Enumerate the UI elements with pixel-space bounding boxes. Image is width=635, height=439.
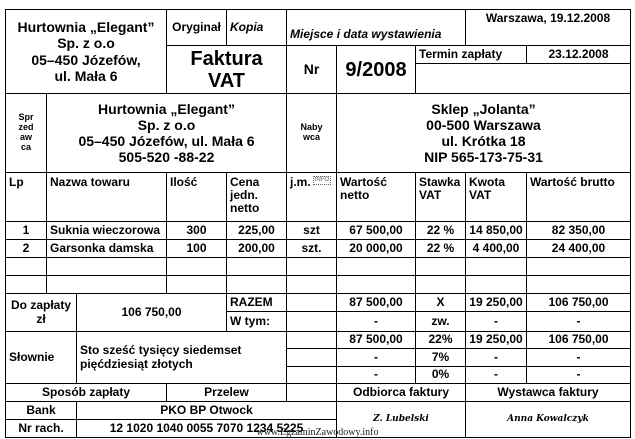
text-line: 05–450 Józefów, ul. Mała 6	[78, 133, 255, 149]
text-line: 00-500 Warszawa	[426, 116, 541, 133]
cell-text: Kwota VAT	[469, 175, 505, 203]
empty-cell	[415, 275, 466, 294]
table-cell	[46, 239, 167, 258]
amount-in-words	[76, 331, 287, 384]
cell-text: Termin zapłaty	[419, 46, 503, 61]
cell-text: 87 500,00	[349, 332, 403, 347]
empty-cell	[286, 366, 337, 384]
cell-text: 19 250,00	[469, 294, 523, 309]
empty-cell	[286, 293, 337, 312]
text-line: Sklep „Jolanta”	[431, 100, 536, 117]
seller-details	[46, 93, 287, 173]
cell-text: 20 000,00	[349, 240, 403, 255]
table-cell	[336, 239, 416, 258]
cell-text: Odbiorca faktury	[352, 384, 450, 399]
summary-cell	[526, 293, 631, 312]
cell-text: RAZEM	[230, 294, 273, 309]
table-cell	[166, 239, 227, 258]
empty-cell	[286, 383, 337, 402]
summary-cell	[415, 311, 466, 332]
column-header	[526, 172, 631, 222]
buyer-details	[336, 93, 631, 173]
cell-text: Warszawa, 19.12.2008	[485, 11, 611, 25]
cell-text: -	[494, 367, 498, 382]
table-cell	[226, 221, 287, 240]
cell-text: 22%	[428, 332, 453, 347]
place-date-label	[286, 9, 466, 46]
cell-text: Nr	[303, 61, 320, 78]
empty-cell	[286, 311, 337, 332]
cell-text: Suknia wieczorowa	[50, 222, 161, 237]
summary-cell	[336, 348, 416, 367]
summary-cell	[415, 293, 466, 312]
cell-text: Przelew	[204, 384, 249, 399]
table-cell	[415, 221, 466, 240]
cell-text: 24 400,00	[551, 240, 606, 255]
cell-text: Nazwa towaru	[50, 175, 131, 189]
due-label	[415, 45, 527, 64]
cell-text: Wartość brutto	[530, 175, 615, 189]
cell-text: 225,00	[238, 222, 275, 237]
cell-text: -	[494, 349, 498, 364]
bank-name	[76, 401, 337, 420]
cell-text: szt.	[301, 240, 322, 255]
payment-label	[5, 383, 167, 402]
cell-text: 67 500,00	[349, 222, 403, 237]
text-line: 505-520 -88-22	[118, 149, 215, 166]
cell-text: Sposób zapłaty	[41, 384, 130, 399]
cell-text: -	[374, 313, 378, 328]
table-cell	[5, 221, 47, 240]
invoice-title	[166, 45, 287, 94]
column-header	[415, 172, 466, 222]
table-cell	[166, 221, 227, 240]
cell-text: 12 1020 1040 0055 7070 1234 5225	[109, 420, 304, 435]
cell-text: 106 750,00	[548, 294, 609, 309]
cell-text: j.m.	[290, 175, 311, 189]
cell-text: Z. Lubelski	[373, 413, 429, 424]
summary-cell	[336, 293, 416, 312]
table-cell	[286, 239, 337, 258]
cell-text: 7%	[431, 349, 450, 364]
summary-cell	[336, 331, 416, 349]
empty-cell	[5, 257, 47, 276]
table-cell	[415, 239, 466, 258]
cell-text: 22 %	[426, 240, 455, 255]
summary-cell	[526, 366, 631, 384]
cell-text: 300	[186, 222, 207, 237]
table-cell	[526, 221, 631, 240]
empty-cell	[336, 257, 416, 276]
cell-text: 14 850,00	[469, 222, 523, 237]
nr-label	[286, 45, 337, 94]
cell-text: 106 750,00	[548, 332, 609, 347]
due-date	[526, 45, 631, 64]
copy-label	[226, 9, 287, 46]
cell-text: Kopia	[230, 19, 264, 34]
seller-header	[5, 9, 167, 94]
empty-cell	[286, 348, 337, 367]
text-line: aw	[19, 132, 32, 142]
table-cell	[336, 221, 416, 240]
place-date	[465, 9, 631, 46]
cell-text: Wystawca faktury	[497, 384, 599, 399]
cell-text: Anna Kowalczyk	[507, 413, 589, 424]
to-pay-amount	[76, 293, 227, 332]
summary-cell	[336, 311, 416, 332]
summary-cell	[336, 366, 416, 384]
summary-cell	[415, 348, 466, 367]
cell-text: Bank	[26, 402, 56, 417]
summary-cell	[465, 311, 527, 332]
text-line: VAT	[207, 69, 246, 92]
column-header	[286, 172, 337, 222]
text-line: ul. Mała 6	[54, 67, 118, 84]
empty-cell	[336, 275, 416, 294]
watermark: www.EgzaminZawodowy.info	[256, 427, 379, 438]
issuer-label	[465, 383, 631, 402]
cell-text: 200,00	[238, 240, 275, 255]
cell-text: W tym:	[230, 313, 270, 328]
empty-cell	[226, 257, 287, 276]
to-pay-label	[5, 293, 77, 332]
summary-cell	[526, 348, 631, 367]
cell-text: Oryginał	[172, 19, 221, 34]
empty-cell	[465, 257, 527, 276]
empty-cell	[286, 257, 337, 276]
text-line: Sp. z o.o	[137, 116, 196, 133]
text-line: 05–450 Józefów,	[31, 51, 141, 68]
text-line: ul. Krótka 18	[441, 133, 526, 149]
cell-text: Stawka VAT	[419, 175, 461, 203]
column-header	[226, 172, 287, 222]
empty-cell	[166, 257, 227, 276]
column-header	[46, 172, 167, 222]
empty-cell	[526, 275, 631, 294]
text-line: wca	[302, 132, 320, 142]
table-cell	[5, 239, 47, 258]
cell-text: 0%	[431, 367, 450, 382]
text-line: Faktura	[190, 47, 263, 70]
empty-cell	[286, 331, 337, 349]
text-line: Sp. z o.o	[57, 35, 115, 52]
table-cell	[526, 239, 631, 258]
empty-cell	[526, 257, 631, 276]
text-line: Naby	[300, 122, 323, 133]
text-line: Hurtownia „Elegant”	[17, 19, 155, 36]
summary-cell	[415, 366, 466, 384]
cell-text: 100	[186, 240, 207, 255]
cell-text: Nr rach.	[18, 420, 64, 435]
buyer-label	[286, 93, 337, 173]
empty-cell	[166, 275, 227, 294]
cell-text: szt	[303, 222, 320, 237]
table-cell	[226, 239, 287, 258]
cell-text: Do zapłaty zł	[10, 298, 71, 326]
text-line: zed	[18, 122, 34, 133]
summary-cell	[465, 366, 527, 384]
empty-cell	[415, 257, 466, 276]
cell-text: 4 400,00	[472, 240, 520, 255]
summary-cell	[465, 348, 527, 367]
cell-text: 23.12.2008	[548, 46, 609, 61]
cell-text: Cena jedn. netto	[230, 175, 260, 216]
summary-label	[226, 293, 287, 312]
summary-cell	[415, 331, 466, 349]
cell-text: 1	[22, 222, 30, 237]
cell-text: Lp	[9, 175, 24, 189]
cell-text: 106 750,00	[121, 304, 182, 319]
text-line: NIP 565-173-75-31	[424, 149, 543, 166]
table-cell	[46, 221, 167, 240]
cell-text: PKO BP Otwock	[160, 402, 253, 417]
cell-text: 22 %	[426, 222, 455, 237]
invoice-number	[336, 45, 416, 94]
cell-text: Wartość netto	[340, 175, 387, 203]
cell-text: zw.	[431, 313, 450, 328]
column-header	[166, 172, 227, 222]
empty	[415, 63, 631, 94]
cell-text: -	[576, 349, 581, 364]
cell-text: 2	[22, 240, 30, 255]
empty-cell	[5, 275, 47, 294]
text-line: Spr	[18, 112, 34, 123]
payment-method	[166, 383, 287, 402]
empty-cell	[286, 275, 337, 294]
cell-text: 87 500,00	[349, 294, 403, 309]
summary-cell	[465, 293, 527, 312]
empty-cell	[46, 275, 167, 294]
cell-text: Garsonka damska	[50, 240, 154, 255]
empty-cell	[46, 257, 167, 276]
empty-cell	[465, 275, 527, 294]
cell-text: 9/2008	[345, 58, 407, 81]
cell-text: 82 350,00	[551, 222, 606, 237]
receiver-label	[336, 383, 466, 402]
original-label	[166, 9, 227, 46]
cell-text: -	[576, 367, 581, 382]
cell-text: -	[374, 349, 378, 364]
table-cell	[465, 239, 527, 258]
cell-text: Sto sześć tysięcy siedemset pięćdziesiąt złotych	[80, 343, 242, 371]
summary-label	[226, 311, 287, 332]
summary-cell	[526, 331, 631, 349]
words-label	[5, 331, 77, 384]
cell-text: 19 250,00	[469, 332, 523, 347]
column-header	[465, 172, 527, 222]
summary-cell	[526, 311, 631, 332]
cell-text: Ilość	[170, 175, 198, 189]
column-header	[336, 172, 416, 222]
bank-label	[5, 401, 77, 420]
cell-text: Miejsce i data wystawienia	[290, 26, 442, 41]
cell-text: Słownie	[9, 349, 55, 364]
info-icon[interactable]: INFO	[314, 177, 330, 183]
text-line: ca	[20, 141, 31, 152]
empty-cell	[226, 275, 287, 294]
table-cell	[286, 221, 337, 240]
table-cell	[465, 221, 527, 240]
column-header	[5, 172, 47, 222]
cell-text: -	[374, 367, 378, 382]
cell-text: -	[494, 313, 498, 328]
seller-label	[5, 93, 47, 173]
summary-cell	[465, 331, 527, 349]
cell-text: X	[436, 294, 445, 309]
text-line: Hurtownia „Elegant”	[98, 100, 235, 117]
cell-text: -	[576, 313, 581, 328]
